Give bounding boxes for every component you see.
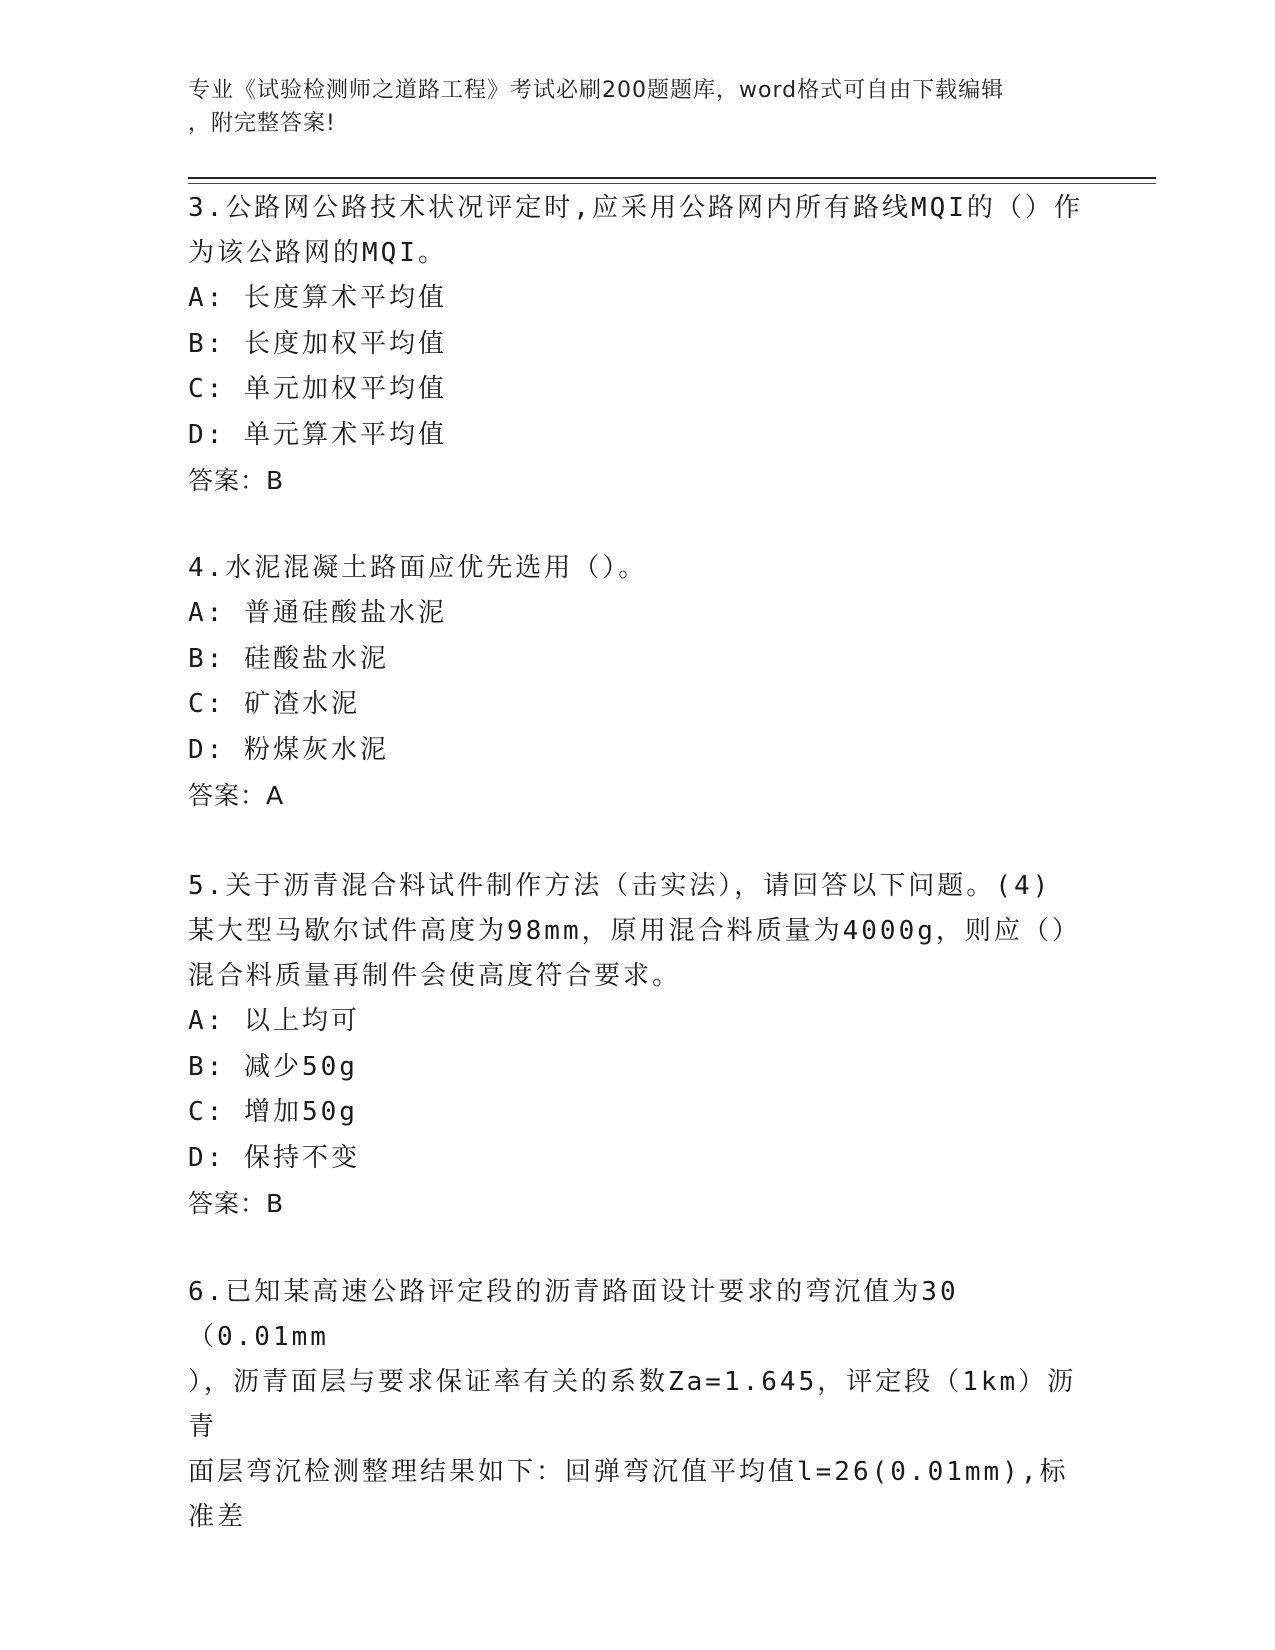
question-stem-line: 3.公路网公路技术状况评定时,应采用公路网内所有路线MQI的（）作 bbox=[188, 193, 1083, 223]
answer-label: 答案：B bbox=[188, 466, 285, 495]
question-6 bbox=[188, 1270, 1088, 1540]
option-c: C: 矿渣水泥 bbox=[188, 689, 360, 719]
option-d: D: 粉煤灰水泥 bbox=[188, 734, 389, 765]
option-a: A: 普通硅酸盐水泥 bbox=[188, 598, 447, 628]
header-divider-thin bbox=[188, 183, 1156, 184]
option-a: A: 长度算术平均值 bbox=[188, 283, 447, 313]
question-stem-line: 某大型马歇尔试件高度为98mm，原用混合料质量为4000g，则应（） bbox=[188, 916, 1081, 946]
option-b: B: 长度加权平均值 bbox=[188, 328, 447, 359]
document-header bbox=[188, 74, 1068, 140]
option-d: D: 单元算术平均值 bbox=[188, 419, 447, 450]
answer-label: 答案：B bbox=[188, 1189, 285, 1218]
question-stem-line: 6.已知某高速公路评定段的沥青路面设计要求的弯沉值为30（0.01mm bbox=[188, 1277, 959, 1352]
question-4 bbox=[188, 546, 1088, 819]
answer-label: 答案：A bbox=[188, 781, 285, 810]
question-stem-line: 混合料质量再制件会使高度符合要求。 bbox=[188, 961, 682, 991]
option-b: B: 硅酸盐水泥 bbox=[188, 643, 389, 674]
option-c: C: 增加50g bbox=[188, 1097, 358, 1127]
option-a: A: 以上均可 bbox=[188, 1006, 360, 1036]
option-c: C: 单元加权平均值 bbox=[188, 374, 447, 404]
question-stem-line: 4.水泥混凝土路面应优先选用（）。 bbox=[188, 553, 648, 583]
option-d: D: 保持不变 bbox=[188, 1142, 360, 1173]
question-stem-line: 5.关于沥青混合料试件制作方法（击实法），请回答以下问题。(4) bbox=[188, 871, 1052, 901]
question-stem-line: ），沥青面层与要求保证率有关的系数Za=1.645，评定段（1km）沥青 bbox=[188, 1367, 1077, 1442]
question-stem-line: 为该公路网的MQI。 bbox=[188, 238, 447, 268]
header-line-2: ，附完整答案! bbox=[188, 111, 336, 136]
question-3 bbox=[188, 186, 1088, 504]
question-5 bbox=[188, 864, 1088, 1227]
option-b: B: 减少50g bbox=[188, 1051, 358, 1082]
header-divider-thick bbox=[188, 177, 1156, 179]
question-stem-line: 面层弯沉检测整理结果如下：回弹弯沉值平均值l=26(0.01mm),标准差 bbox=[188, 1457, 1069, 1532]
header-line-1: 专业《试验检测师之道路工程》考试必刷200题题库，word格式可自由下载编辑 bbox=[188, 78, 1005, 103]
